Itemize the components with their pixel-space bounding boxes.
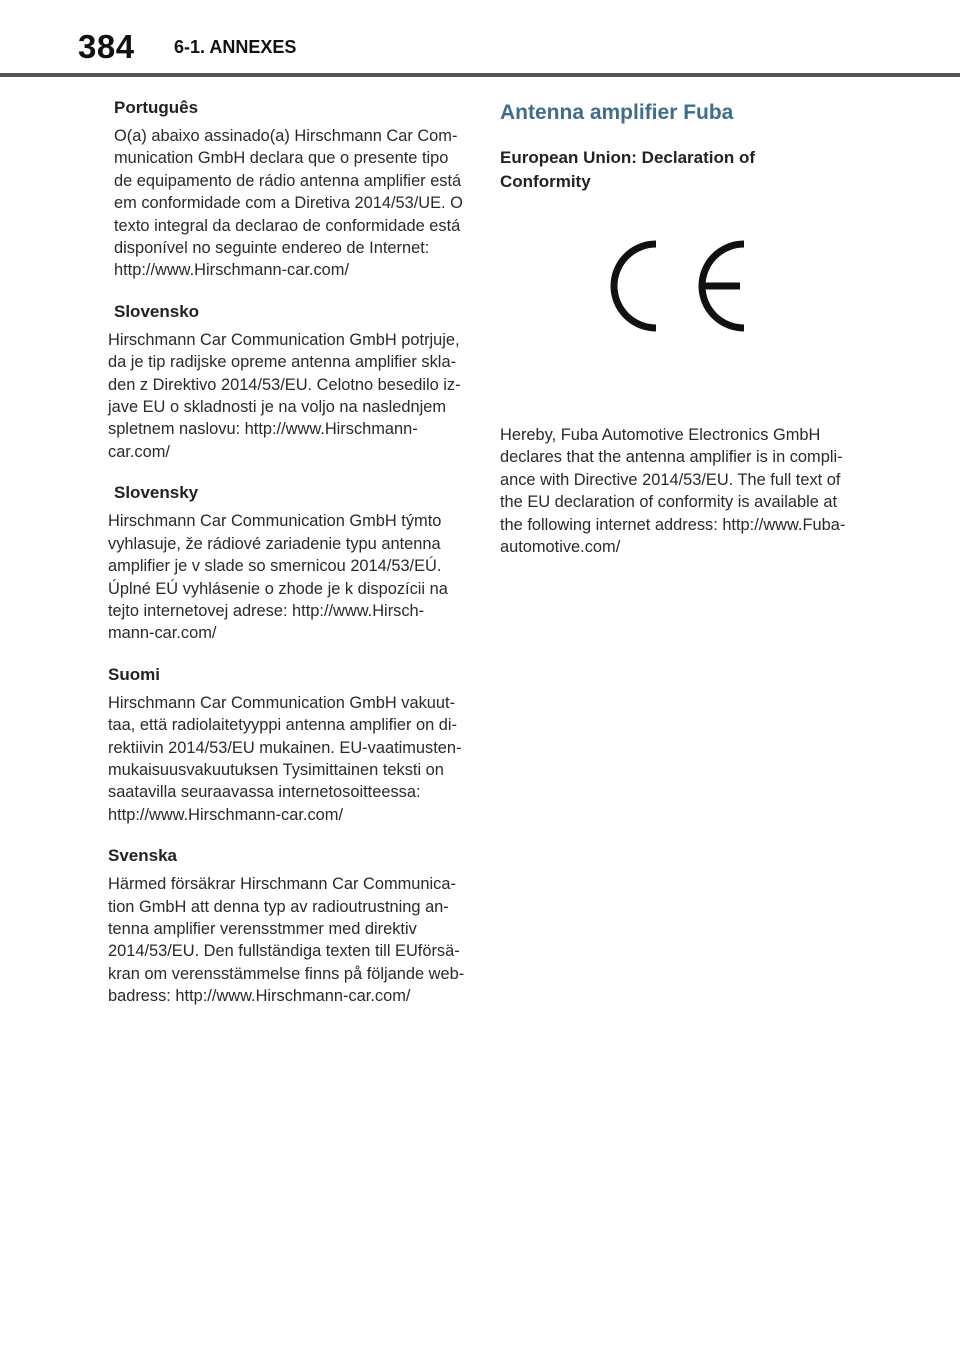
lang-text: O(a) abaixo assinado(a) Hirschmann Car Com-munication GmbH declara que o presente tipo de equipamento de rádio antenna amplifier está em conformidade com a Diretiva 2014/53/UE. O texto integral da declarao de conformidade está disponível no seguinte endereo de Internet: http://www.Hirschmann-car.com/: [114, 127, 463, 280]
declaration-text: Hereby, Fuba Automotive Electronics GmbH declares that the antenna amplifier is in compli-ance with Directive 2014/53/EU. The full text of the EU declaration of conformity is available at the following internet address: http://www.Fuba-automotive.com/: [500, 426, 846, 557]
page-header: [0, 0, 960, 78]
header-rule: [0, 73, 960, 77]
ce-mark-icon: [610, 236, 750, 336]
lang-title: Slovensko: [114, 301, 200, 321]
section-title: 6-1. ANNEXES: [174, 37, 297, 57]
lang-title: Português: [114, 98, 199, 117]
lang-block-portugues: [108, 96, 466, 282]
lang-block-slovensky: [108, 481, 466, 644]
section-subheading: European Union: Declaration of Conformity: [500, 148, 756, 191]
lang-block-slovensko: [108, 300, 466, 463]
lang-title: Suomi: [108, 664, 160, 684]
lang-text: Hirschmann Car Communication GmbH týmto vyhlasuje, že rádiové zariadenie typu antenna amplifier je v slade so smernicou 2014/53/EÚ. Úplné EÚ vyhlásenie o zhode je k dispozícii na tejto internetovej adrese: http://www.Hirsch-mann-car.com/: [108, 512, 448, 643]
lang-title: Slovensky: [114, 483, 199, 503]
lang-title: Svenska: [108, 846, 177, 866]
section-heading: Antenna amplifier Fuba: [500, 101, 734, 124]
lang-block-svenska: [108, 844, 466, 1007]
lang-text: Härmed försäkrar Hirschmann Car Communica-tion GmbH att denna typ av radioutrustning an-tenna amplifier verensstmmer med direktiv 2014/53/EU. Den fullständiga texten till EUförsä-kran om verensstämmelse finns på följande web-badress: http://www.Hirschmann-car.com/: [108, 875, 465, 1006]
lang-block-suomi: [108, 663, 466, 826]
ce-mark-container: [500, 214, 850, 404]
lang-text: Hirschmann Car Communication GmbH potrjuje, da je tip radijske opreme antenna amplifier skla-den z Direktivo 2014/53/EU. Celotno besedilo iz-jave EU o skladnosti je na voljo na naslednjem spletnem naslovu: http://www.Hirschmann-car.com/: [108, 330, 461, 461]
lang-text: Hirschmann Car Communication GmbH vakuut-taa, että radiolaitetyyppi antenna amplifier on di-rektiivin 2014/53/EU mukainen. EU-vaatimusten-mukaisuusvakuutuksen Tysimittainen teksti on saatavilla seuraavassa internetosoitteessa: http://www.Hirschmann-car.com/: [108, 693, 462, 824]
right-column: [500, 96, 850, 558]
page-number: 384: [78, 28, 135, 65]
left-column: [108, 96, 466, 1026]
